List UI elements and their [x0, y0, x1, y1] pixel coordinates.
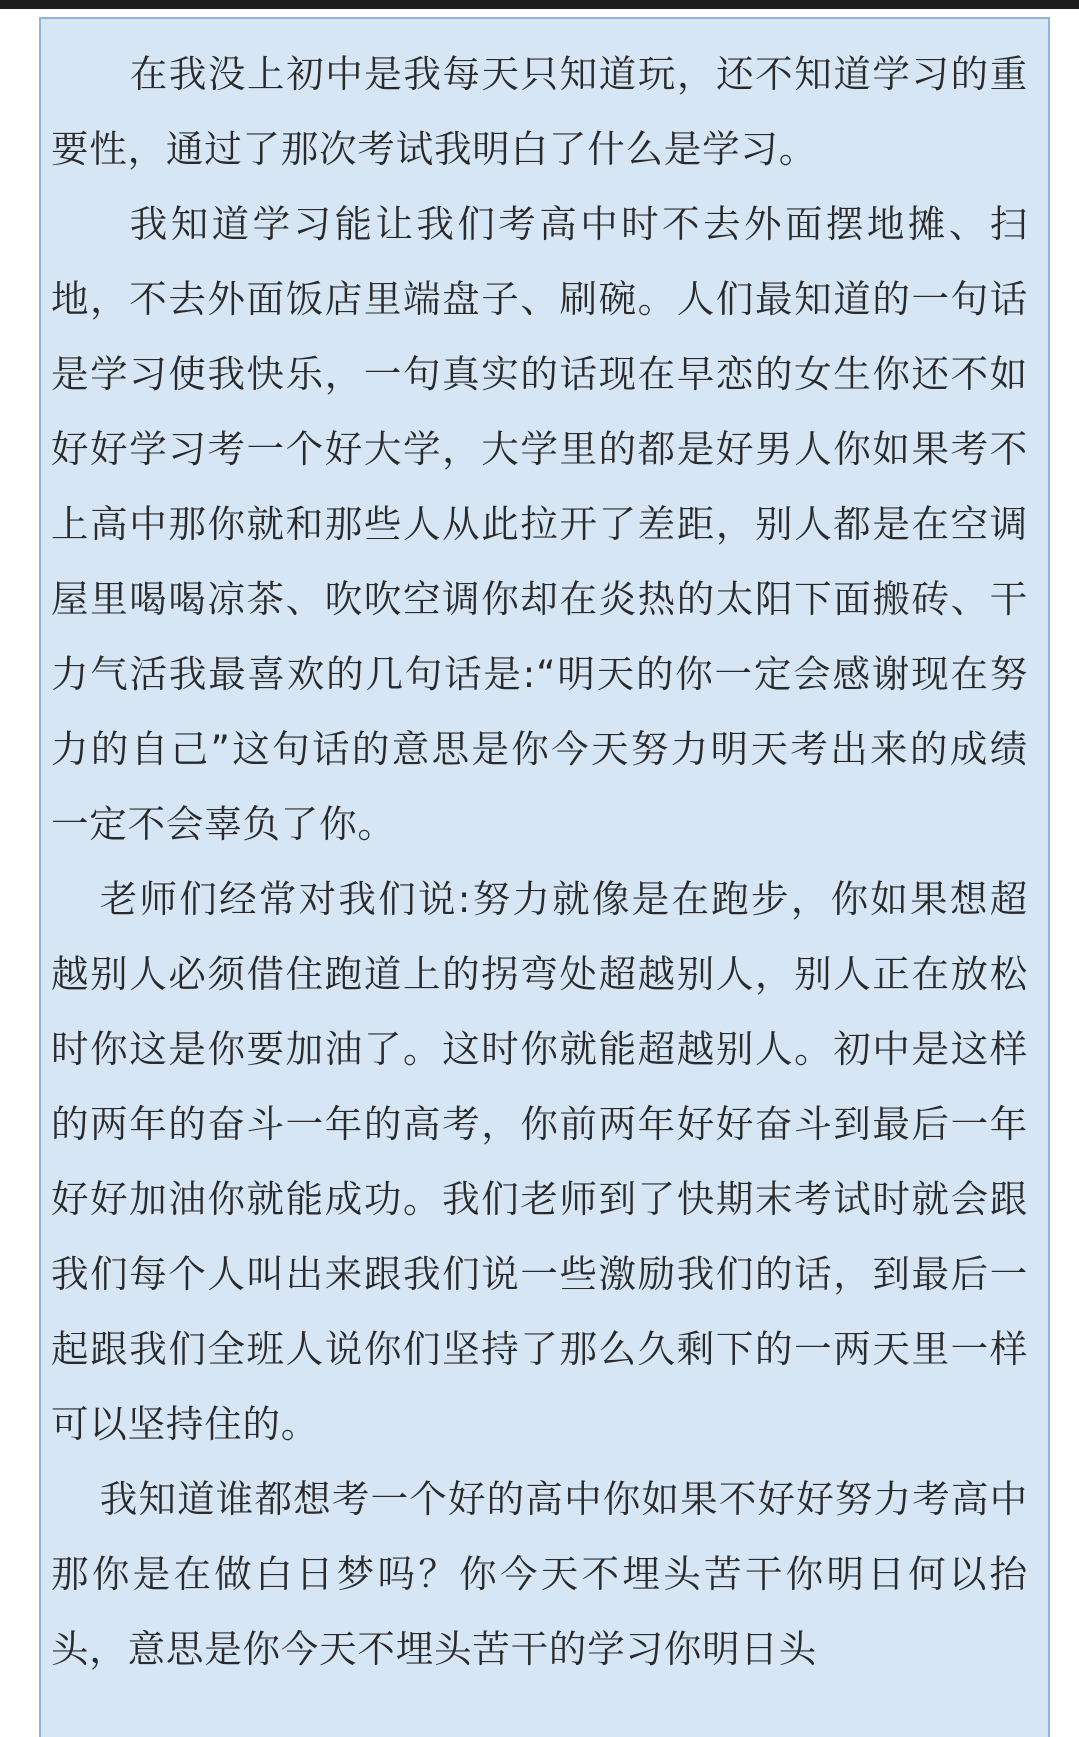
paragraph-1: 在我没上初中是我每天只知道玩，还不知道学习的重要性，通过了那次考试我明白了什么是学习。 — [51, 52, 1028, 171]
paragraph-3: 老师们经常对我们说:努力就像是在跑步，你如果想超越别人必须借住跑道上的拐弯处超越别人，别人正在放松时你这是你要加油了。这时你就能超越别人。初中是这样的两年的奋斗一年的高考，你前两年好好奋斗到最后一年好好加油你就能成功。我们老师到了快期末考试时就会跟我们每个人叫出来跟我们说一些激励我们的话，到最后一起跟我们全班人说你们坚持了那么久剩下的一两天里一样可以坚持住的。 — [51, 877, 1028, 1446]
paragraph-4: 我知道谁都想考一个好的高中你如果不好好努力考高中那你是在做白日梦吗？你今天不埋头苦干你明日何以抬头，意思是你今天不埋头苦干的学习你明日头 — [51, 1477, 1028, 1671]
top-status-bar — [0, 0, 1079, 9]
paragraph-2: 我知道学习能让我们考高中时不去外面摆地摊、扫地，不去外面饭店里端盘子、刷碗。人们最知道的一句话是学习使我快乐，一句真实的话现在早恋的女生你还不如好好学习考一个好大学，大学里的都是好男人你如果考不上高中那你就和那些人从此拉开了差距，别人都是在空调屋里喝喝凉茶、吹吹空调你却在炎热的太阳下面搬砖、干力气活我最喜欢的几句话是:“明天的你一定会感谢现在努力的自己”这句话的意思是你今天努力明天考出来的成绩一定不会辜负了你。 — [51, 202, 1028, 846]
document-body — [41, 19, 1048, 1687]
document-page — [39, 17, 1050, 1737]
